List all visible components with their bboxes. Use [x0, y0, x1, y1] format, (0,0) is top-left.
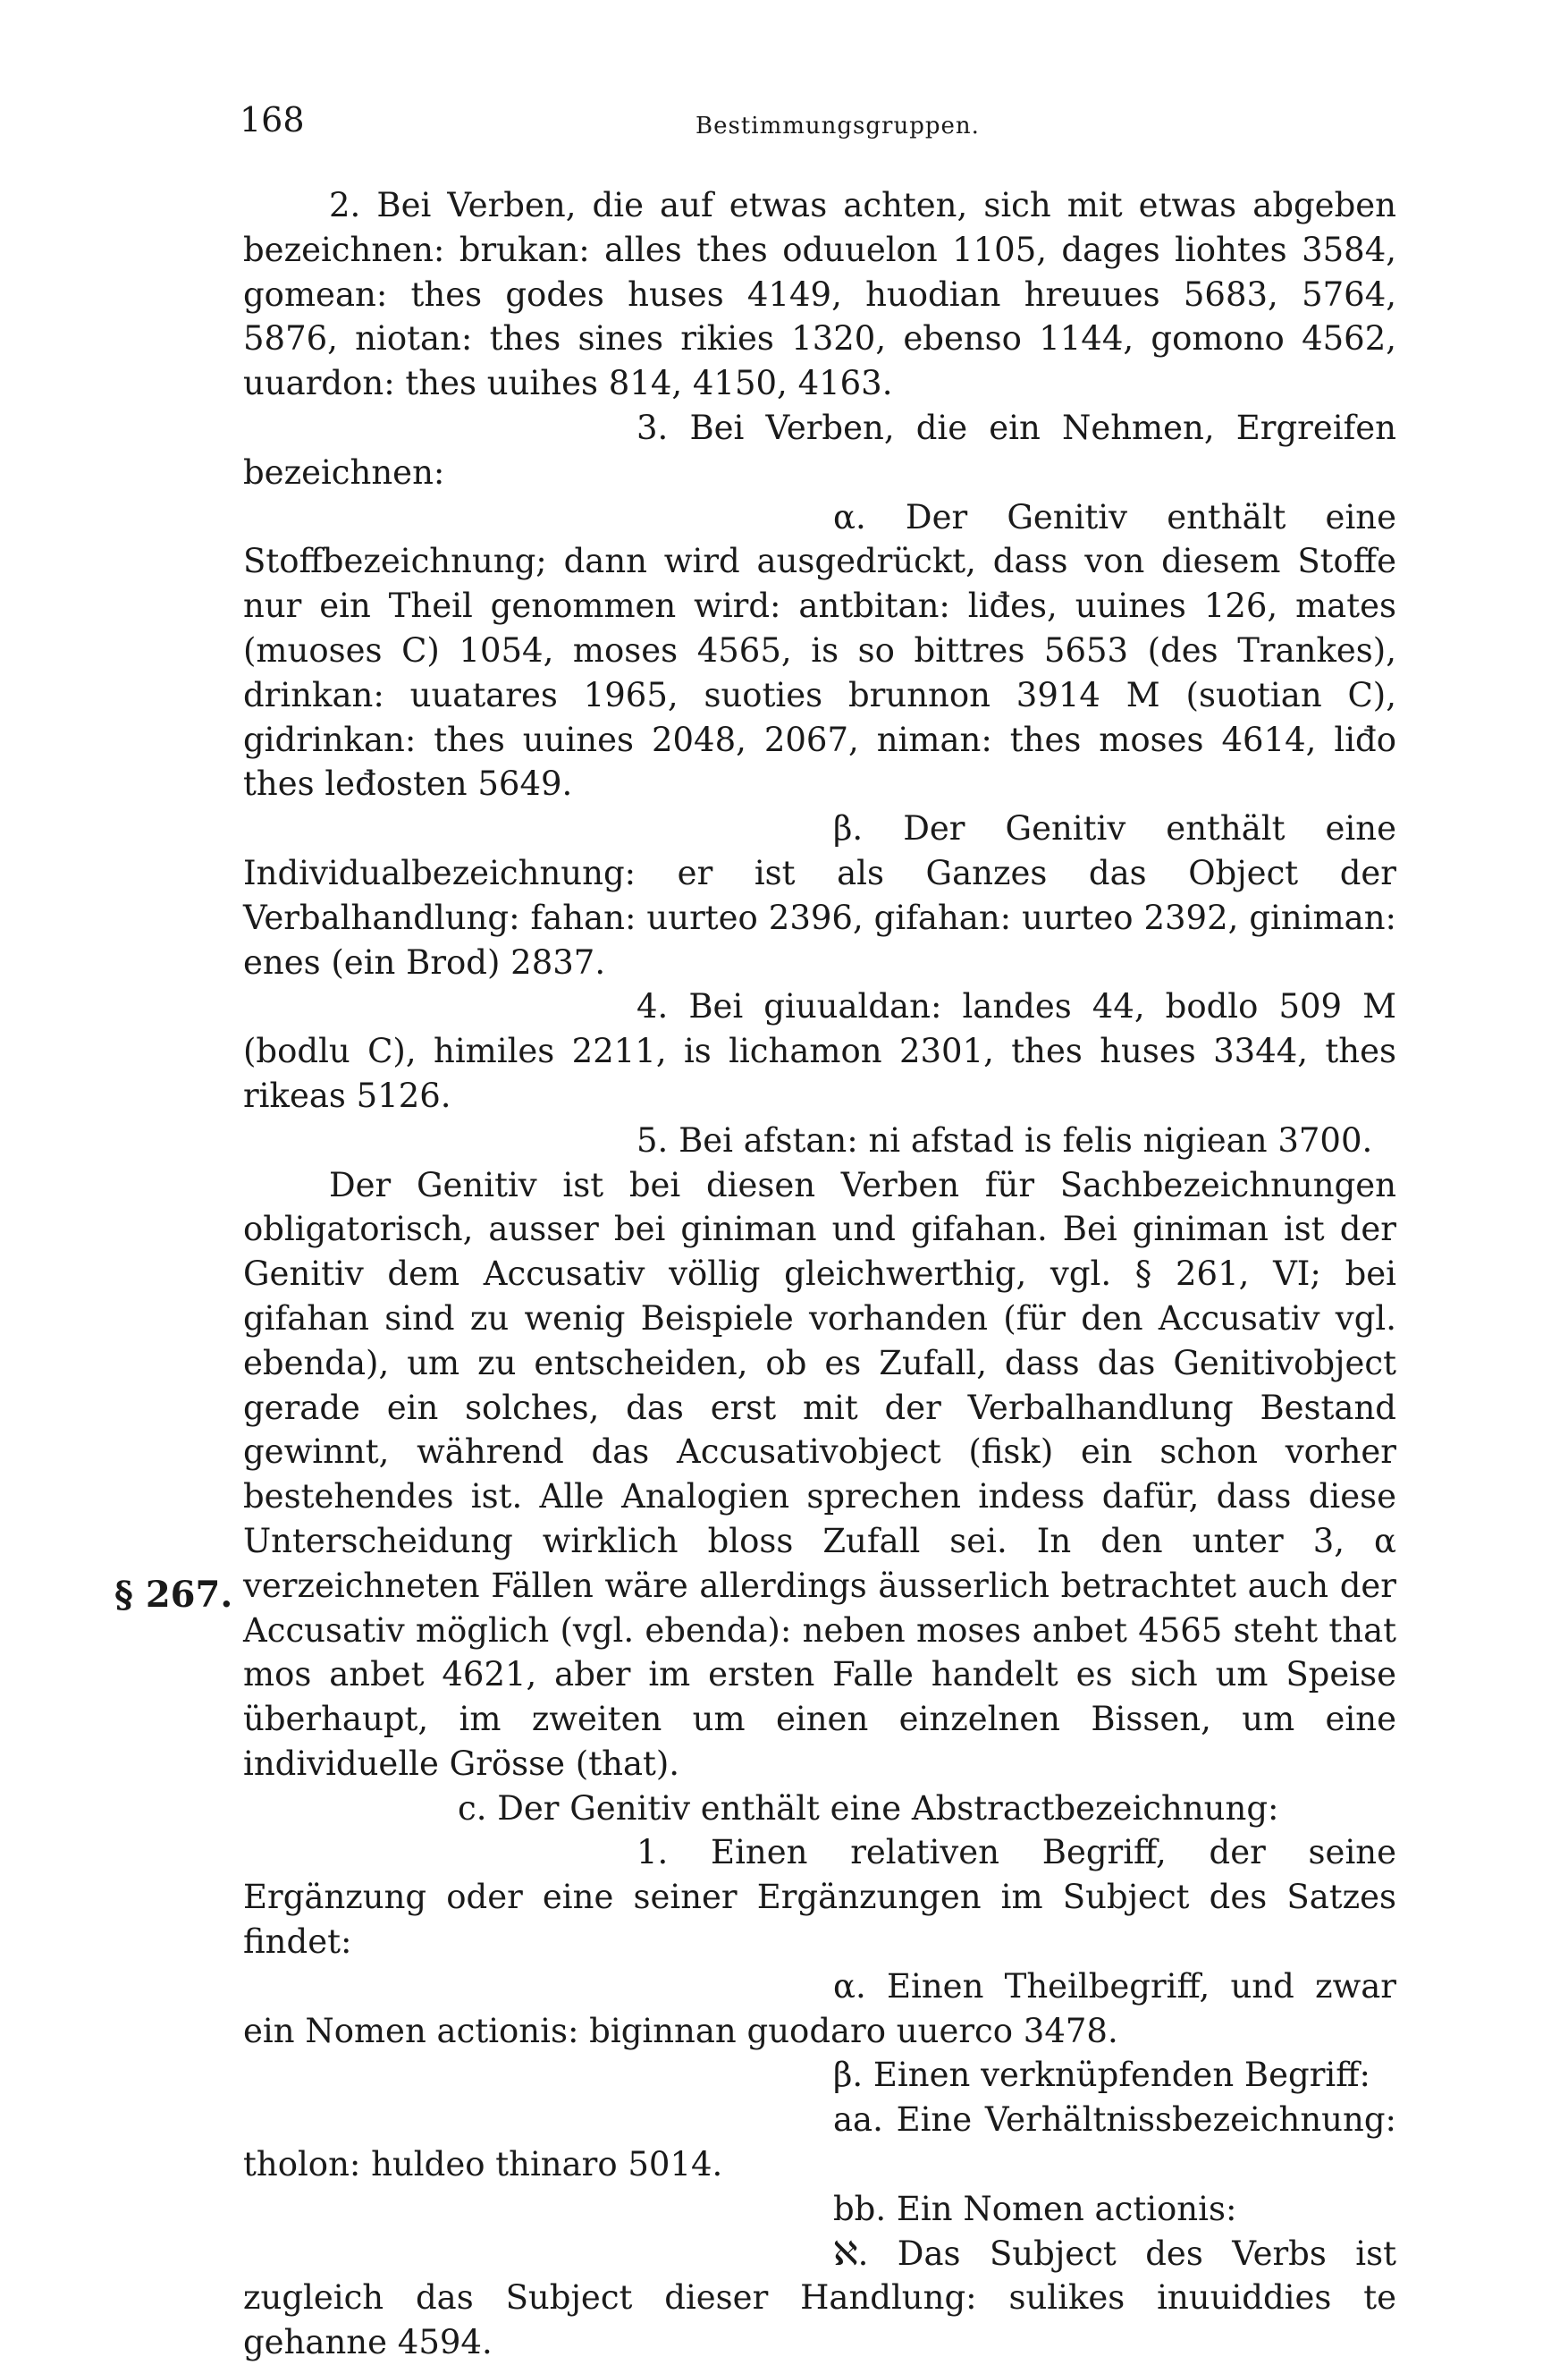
paragraph-c-1-alpha: α. Einen Theilbegriff, und zwar ein Nomen actionis: biginnan guodaro uuerco 3478.: [243, 1966, 1396, 2050]
paragraph-2: 2. Bei Verben, die auf etwas achten, sich mit etwas abgeben bezeichnen: brukan: alles thes oduuelon 1105, dages liohtes 3584, gomean: thes godes huses 4149, huodian hreuues 5683, 5764, 5876, niotan: thes sines rikies 1320, ebenso 1144, gomono 4562, uuardon: thes uuihes 814, 4150, 4163.: [243, 186, 1396, 403]
paragraph-c-1: 1. Einen relativen Begriff, der seine Ergänzung oder eine seiner Ergänzungen im Subject des Satzes findet:: [243, 1833, 1396, 1962]
paragraph-5: 5. Bei afstan: ni afstad is felis nigiean 3700.: [636, 1120, 1373, 1160]
running-title: Bestimmungsgruppen.: [695, 113, 980, 139]
page-body: [243, 183, 1396, 2365]
section-marker: § 267.: [114, 1574, 233, 1616]
page-number: 168: [240, 100, 305, 139]
paragraph-bb: bb. Ein Nomen actionis:: [833, 2189, 1237, 2228]
paragraph-c-1-beta: β. Einen verknüpfenden Begriff:: [833, 2056, 1370, 2095]
paragraph-aa: aa. Eine Verhältnissbezeichnung: tholon: huldeo thinaro 5014.: [243, 2100, 1396, 2184]
page-header: [240, 100, 1402, 154]
paragraph-3-beta: β. Der Genitiv enthält eine Individualbezeichnung: er ist als Ganzes das Object der Verbalhandlung: fahan: uurteo 2396, gifahan: uurteo 2392, giniman: enes (ein Brod) 2837.: [243, 809, 1396, 982]
paragraph-c: c. Der Genitiv enthält eine Abstractbezeichnung:: [458, 1788, 1279, 1828]
paragraph-4: 4. Bei giuualdan: landes 44, bodlo 509 M (bodlu C), himiles 2211, is lichamon 2301, thes huses 3344, thes rikeas 5126.: [243, 987, 1396, 1115]
paragraph-aleph: ℵ. Das Subject des Verbs ist zugleich das Subject dieser Handlung: sulikes inuuiddies te gehanne 4594.: [243, 2234, 1396, 2362]
paragraph-3-alpha: α. Der Genitiv enthält eine Stoffbezeichnung; dann wird ausgedrückt, dass von diesem Stoffe nur ein Theil genommen wird: antbitan: liđes, uuines 126, mates (muoses C) 1054, moses 4565, is so bittres 5653 (des Trankes), drinkan: uuatares 1965, suoties brunnon 3914 M (suotian C), gidrinkan: thes uuines 2048, 2067, niman: thes moses 4614, liđo thes leđosten 5649.: [243, 497, 1396, 804]
paragraph-3: 3. Bei Verben, die ein Nehmen, Ergreifen bezeichnen:: [243, 408, 1396, 492]
paragraph-discussion: Der Genitiv ist bei diesen Verben für Sachbezeichnungen obligatorisch, ausser bei giniman und gifahan. Bei giniman ist der Genitiv dem Accusativ völlig gleichwerthig, vgl. § 261, VI; bei gifahan sind zu wenig Beispiele vorhanden (für den Accusativ vgl. ebenda), um zu entscheiden, ob es Zufall, dass das Genitivobject gerade ein solches, das erst mit der Verbalhandlung Bestand gewinnt, während das Accusativobject (fisk) ein schon vorher bestehendes ist. Alle Analogien sprechen indess dafür, dass diese Unterscheidung wirklich bloss Zufall sei. In den unter 3, α verzeichneten Fällen wäre allerdings äusserlich betrachtet auch der Accusativ möglich (vgl. ebenda): neben moses anbet 4565 steht that mos anbet 4621, aber im ersten Falle handelt es sich um Speise überhaupt, im zweiten um einen einzelnen Bissen, um eine individuelle Grösse (that).: [243, 1165, 1396, 1783]
